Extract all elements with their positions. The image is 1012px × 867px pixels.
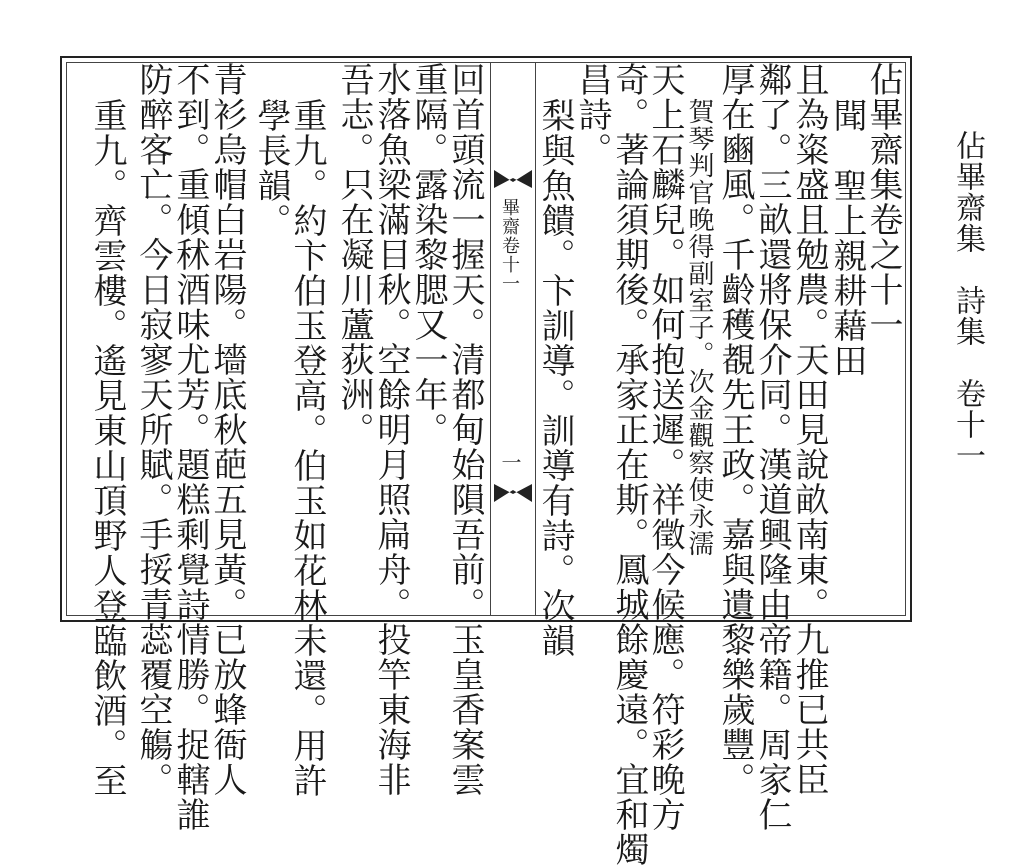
text-column: 吾志。只在凝川蘆荻洲。 bbox=[334, 62, 374, 447]
center-fold-strip bbox=[490, 62, 536, 616]
text-column: 青衫烏帽白岩陽。墻底秋葩五見黃。已放蜂衙人 bbox=[207, 62, 247, 797]
poem-title: 聞 聖上親耕藉田 bbox=[827, 98, 867, 378]
poem-title: 重九。約卞伯玉登高。伯玉如花林未還。用許 bbox=[287, 98, 327, 798]
poem-title: 重九。齊雲樓。遙見東山頂野人登臨飲酒。至 bbox=[87, 98, 127, 798]
text-column: 奇。著論須期後。承家正在斯。鳳城餘慶遠。宜和燭 bbox=[609, 62, 649, 867]
text-column: 鄰了。三畝還將保介同。漢道興隆由帝籍。周家仁 bbox=[752, 62, 792, 832]
poem-title: 賀琴判官晚得副室子。次金觀察使永濡 bbox=[684, 98, 714, 557]
poem-title: 梨與魚饋。卞訓導。訓導有詩。次韻 bbox=[535, 98, 575, 658]
upper-fish-tail-icon bbox=[492, 168, 534, 190]
text-column: 且為粢盛且勉農。天田見說畝南東。九推已共臣 bbox=[789, 62, 829, 797]
running-header: 佔畢齋集 詩集 卷十一 bbox=[950, 130, 985, 471]
text-column: 重隔。露染黎腮又一年。 bbox=[408, 62, 448, 447]
folio-number: 一 bbox=[498, 452, 522, 473]
poem-title: 學長韻。 bbox=[251, 98, 291, 238]
volume-title: 佔畢齋集卷之十一 bbox=[863, 62, 903, 342]
text-column: 回首頭流一握天。清都甸始隕吾前。玉皇香案雲 bbox=[445, 62, 485, 797]
center-title: 畢齋卷十一 bbox=[499, 198, 520, 293]
lower-fish-tail-icon bbox=[492, 482, 534, 504]
text-column: 水落魚梁滿目秋。空餘明月照扁舟。投竿東海非 bbox=[371, 62, 411, 797]
text-column: 不到。重傾秫酒味尤芳。題糕剩覺詩情勝。捉轄誰 bbox=[170, 62, 210, 832]
text-column: 天上石麟兒。如何抱送遲。祥徵今候應。符彩晚方 bbox=[645, 62, 685, 832]
text-column: 昌詩。 bbox=[572, 62, 612, 167]
text-column: 防醉客亡。今日寂寥天所賦。手挼青蕊覆空觴。 bbox=[133, 62, 173, 797]
text-column: 厚在豳風。千齡穫覩先王政。嘉與遺黎樂歲豐。 bbox=[715, 62, 755, 797]
